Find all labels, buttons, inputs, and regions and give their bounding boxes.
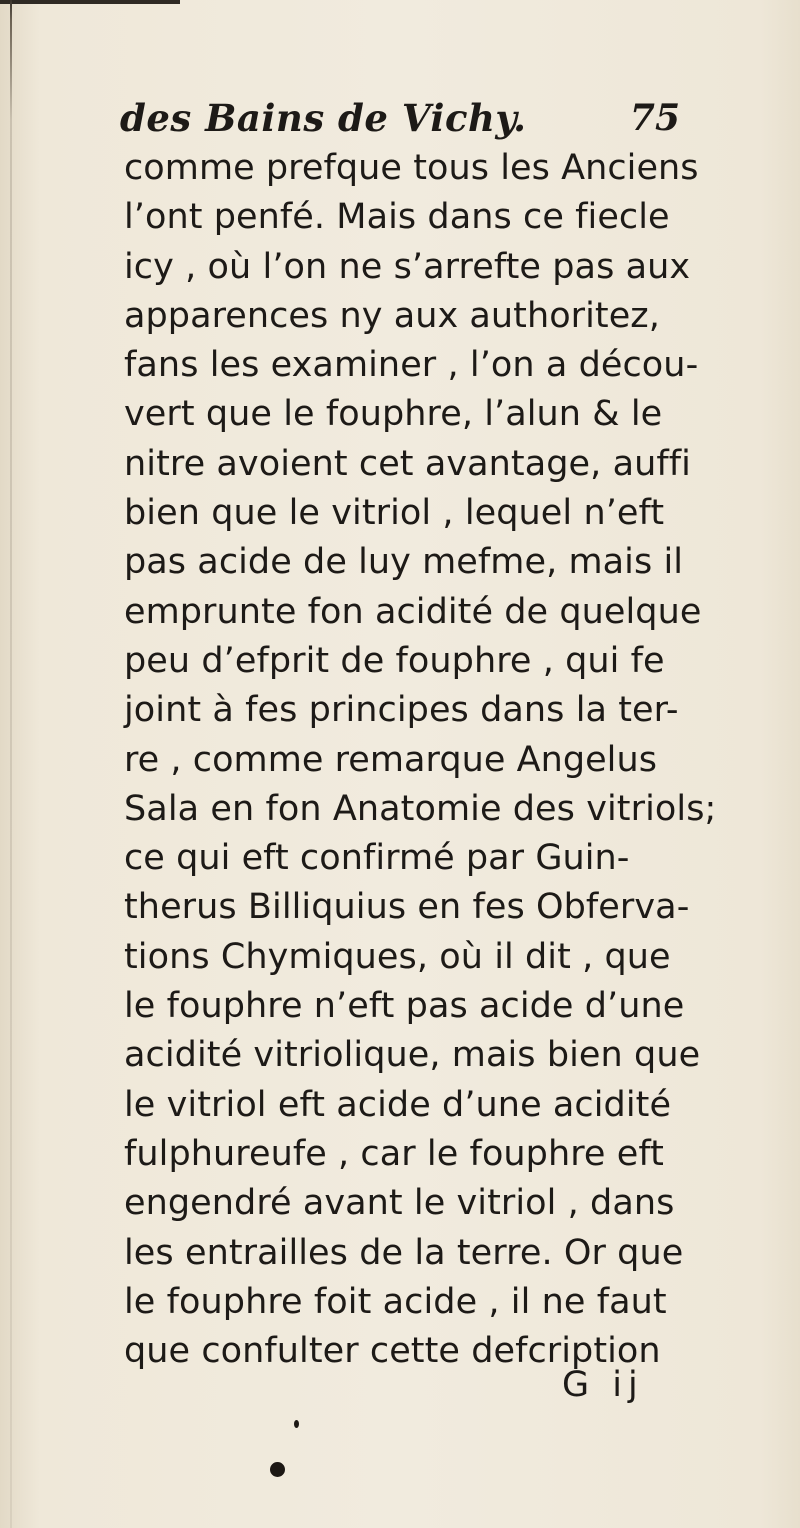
text-line: emprunte fon acidité de quelque xyxy=(124,591,702,632)
text-line: les entrailles de la terre. Or que xyxy=(124,1232,684,1273)
text-line: acidité vitriolique, mais bien que xyxy=(124,1035,701,1076)
binding-gutter xyxy=(10,0,12,1528)
text-line: peu d’efprit de fouphre , qui fe xyxy=(124,640,665,681)
text-line: tions Chymiques, où il dit , que xyxy=(124,936,671,977)
text-line: que confulter cette defcription xyxy=(124,1331,661,1372)
text-line: vert que le fouphre, l’alun & le xyxy=(124,394,663,435)
body-text xyxy=(124,144,744,1376)
text-line: comme prefque tous les Anciens xyxy=(124,148,699,188)
text-line: ce qui eft confirmé par Guin- xyxy=(124,838,630,879)
running-head: des Bains de Vichy. xyxy=(120,96,527,140)
text-line: Sala en fon Anatomie des vitriols; xyxy=(124,788,717,829)
text-line: re , comme remarque Angelus xyxy=(124,739,657,780)
signature-mark: G ij xyxy=(562,1365,644,1405)
text-line: icy , où l’on ne s’arrefte pas aux xyxy=(124,246,691,287)
text-line: engendré avant le vitriol , dans xyxy=(124,1183,675,1224)
text-line: le vitriol eft acide d’une acidité xyxy=(124,1084,672,1125)
text-line: l’ont penfé. Mais dans ce fiecle xyxy=(124,197,670,238)
text-line: pas acide de luy mefme, mais il xyxy=(124,542,684,583)
text-line: fulphureufe , car le fouphre eft xyxy=(124,1133,664,1174)
ink-speck xyxy=(294,1420,299,1428)
text-line: le fouphre n’eft pas acide d’une xyxy=(124,986,685,1027)
page-top-shadow xyxy=(0,0,180,4)
ink-blot xyxy=(270,1462,285,1477)
text-line: le fouphre foit acide , il ne faut xyxy=(124,1281,667,1322)
page-header xyxy=(120,88,680,148)
text-line: bien que le vitriol , lequel n’eft xyxy=(124,493,665,534)
text-line: apparences ny aux authoritez, xyxy=(124,295,660,336)
text-line: nitre avoient cet avantage, auffi xyxy=(124,443,691,484)
text-line: therus Billiquius en fes Obferva- xyxy=(124,887,690,928)
page-number: 75 xyxy=(629,97,680,139)
text-line: fans les examiner , l’on a décou- xyxy=(124,345,699,386)
text-line: joint à fes principes dans la ter- xyxy=(124,690,679,731)
